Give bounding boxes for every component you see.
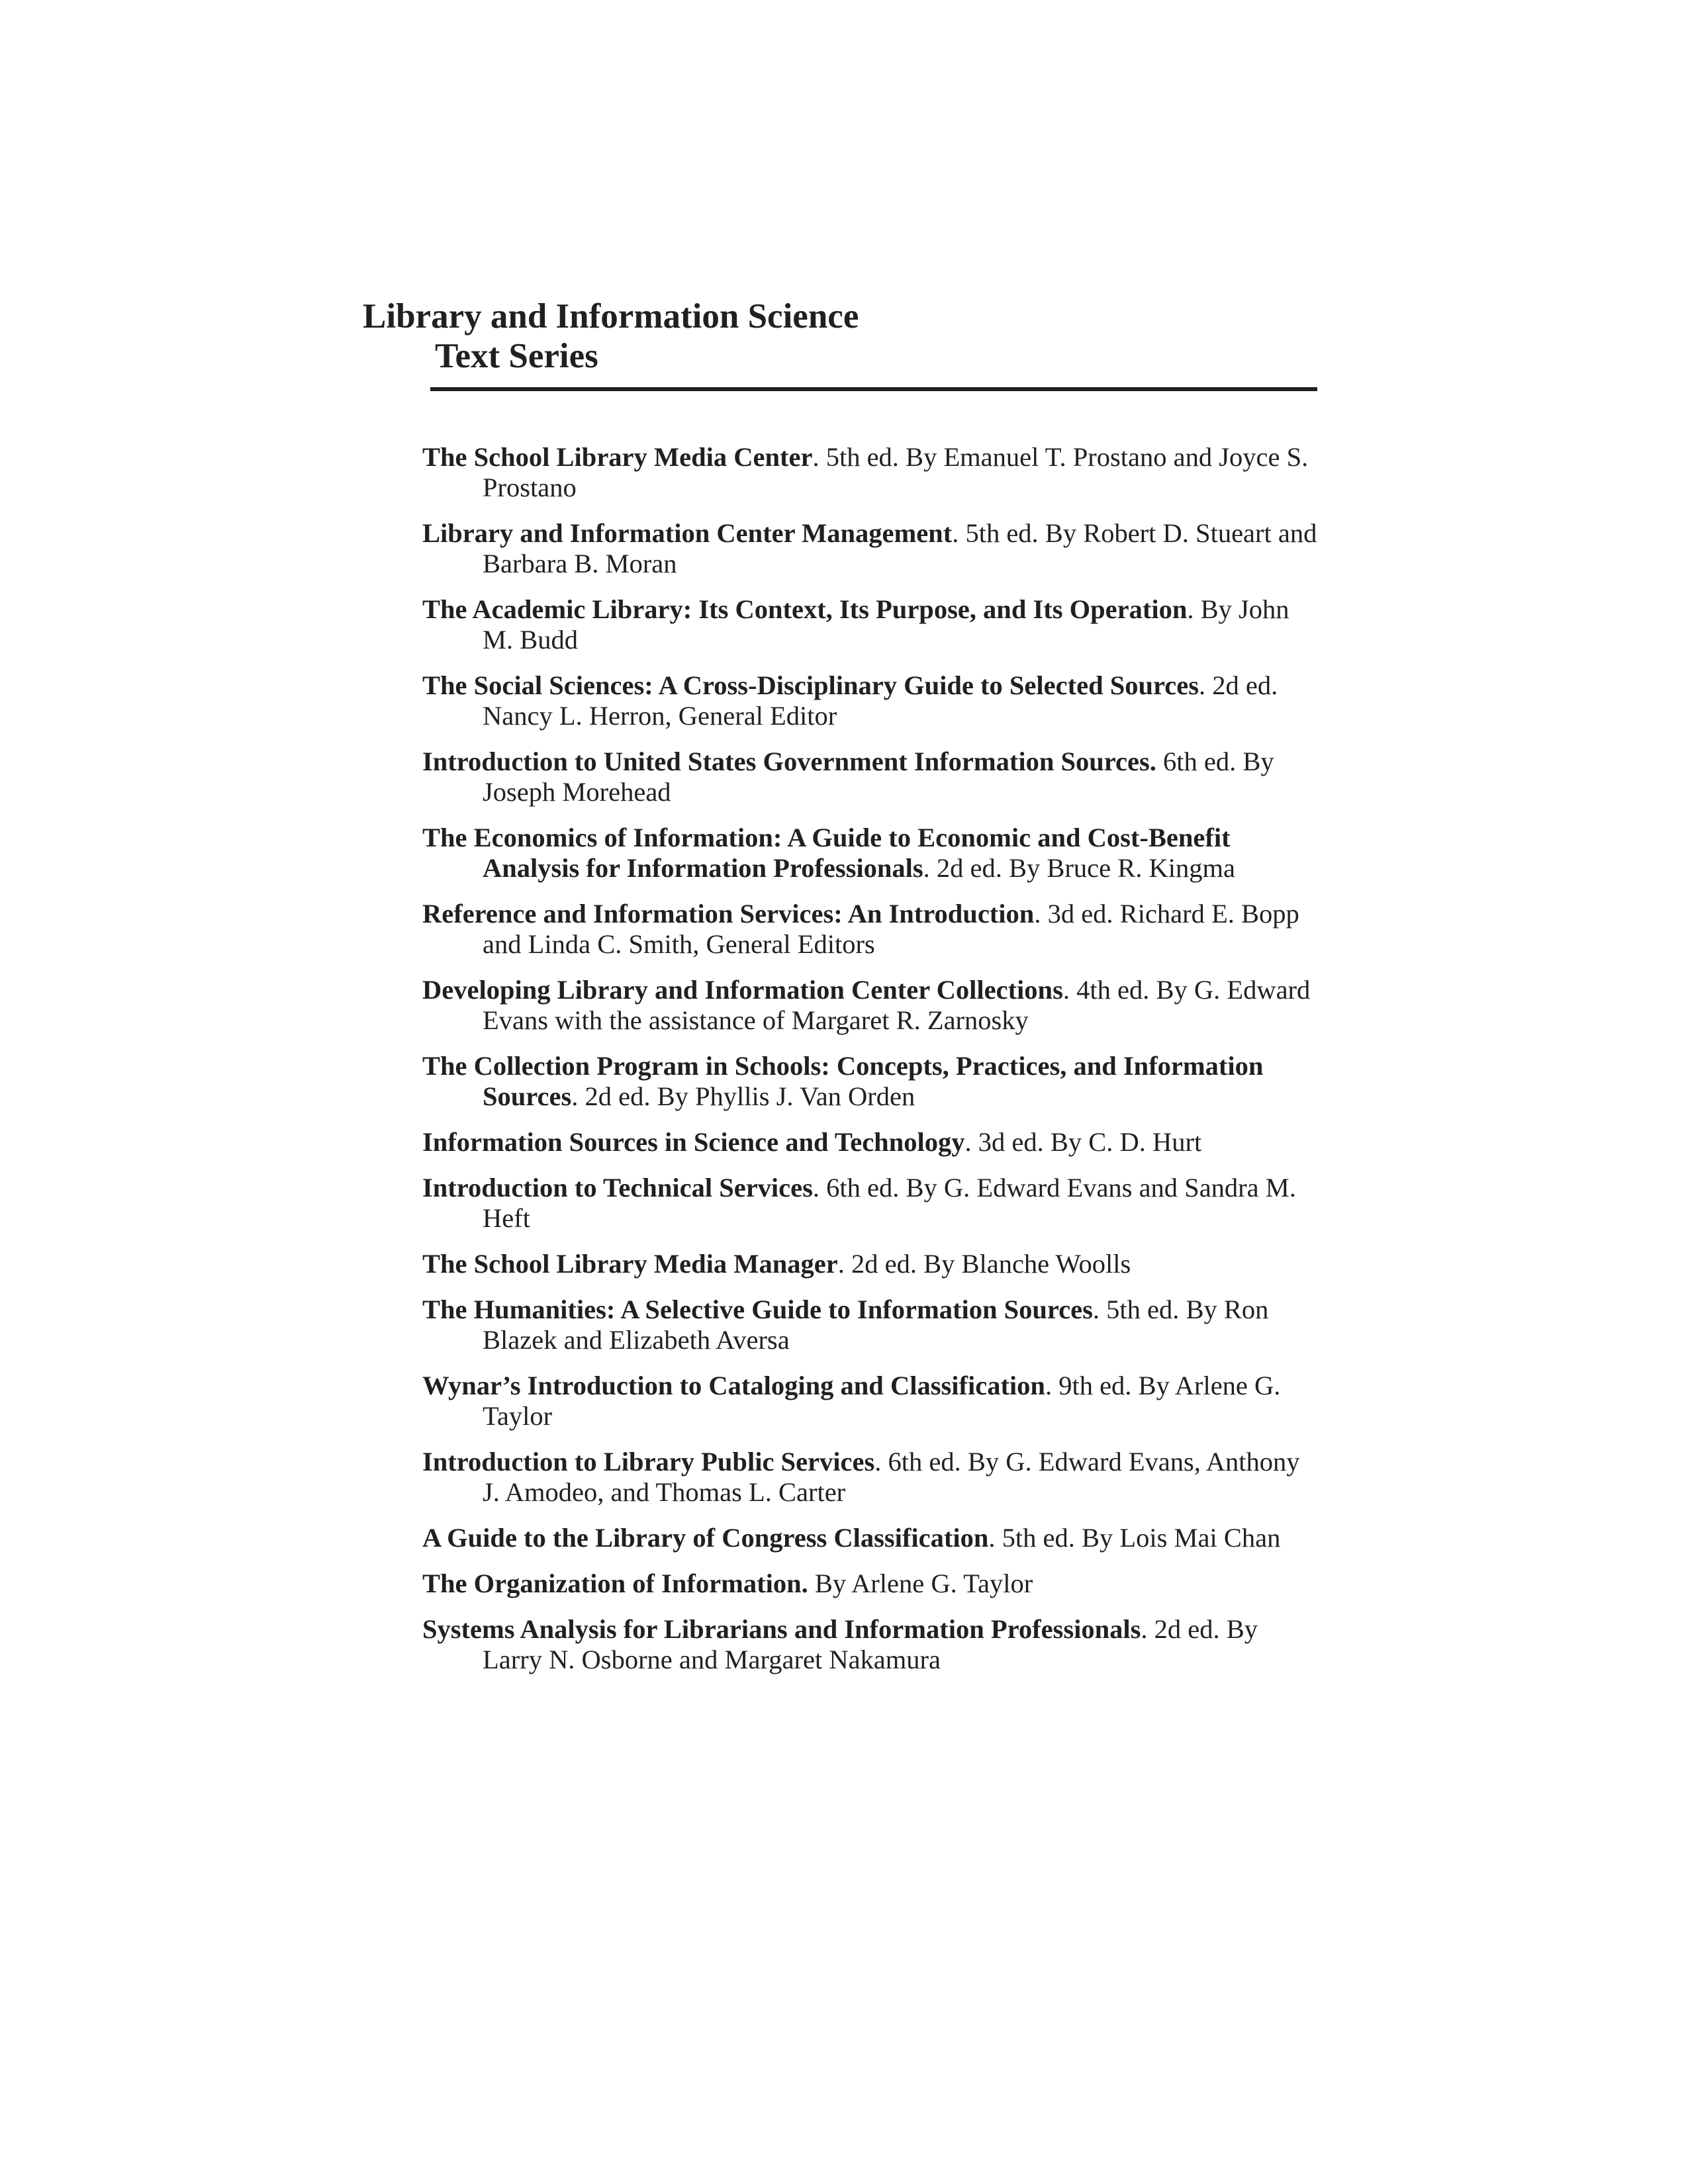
book-details: . 3d ed. Richard E. Bopp and Linda C. Smith, General Editors (483, 899, 1299, 959)
book-list (422, 442, 1317, 1690)
book-details: . 2d ed. By Bruce R. Kingma (923, 853, 1235, 883)
heading-rule (430, 387, 1317, 391)
book-details: . 2d ed. By Larry N. Osborne and Margaret Nakamura (483, 1614, 1258, 1674)
book-entry (422, 975, 1317, 1036)
book-title: The Social Sciences: A Cross-Disciplinary Guide to Selected Sources (422, 670, 1199, 700)
book-title: Introduction to Technical Services (422, 1173, 813, 1203)
book-details: . 5th ed. By Lois Mai Chan (988, 1523, 1281, 1553)
book-details: . 3d ed. By C. D. Hurt (964, 1127, 1202, 1157)
book-entry (422, 1614, 1317, 1675)
book-entry (422, 1523, 1317, 1553)
book-title: Library and Information Center Management (422, 518, 953, 548)
book-details: . 6th ed. By G. Edward Evans and Sandra M. Heft (483, 1173, 1296, 1233)
book-details: . 4th ed. By G. Edward Evans with the assistance of Margaret R. Zarnosky (483, 975, 1311, 1035)
book-details: By Arlene G. Taylor (808, 1569, 1033, 1598)
book-entry (422, 1249, 1317, 1279)
book-entry (422, 1447, 1317, 1508)
book-details: . 2d ed. By Phyllis J. Van Orden (571, 1081, 915, 1111)
book-entry (422, 670, 1317, 731)
series-title-line-1: Library and Information Science (363, 297, 859, 336)
book-title: The Academic Library: Its Context, Its Purpose, and Its Operation (422, 594, 1188, 624)
book-entry (422, 594, 1317, 655)
book-entry (422, 899, 1317, 960)
book-title: Information Sources in Science and Technology (422, 1127, 965, 1157)
book-details: . 2d ed. By Blanche Woolls (837, 1249, 1131, 1279)
book-details: . By John M. Budd (483, 594, 1289, 655)
series-title (363, 296, 1316, 376)
book-entry (422, 1127, 1317, 1158)
book-details: . 5th ed. By Emanuel T. Prostano and Joyce S. Prostano (483, 442, 1309, 502)
book-title: Wynar’s Introduction to Cataloging and Classification (422, 1371, 1045, 1400)
book-entry (422, 747, 1317, 807)
book-entry (422, 518, 1317, 579)
book-entry (422, 1371, 1317, 1432)
book-details: . 2d ed. Nancy L. Herron, General Editor (483, 670, 1278, 731)
book-entry (422, 823, 1317, 884)
book-details: . 5th ed. By Robert D. Stueart and Barbara B. Moran (483, 518, 1317, 578)
book-entry (422, 1569, 1317, 1599)
book-entry (422, 1295, 1317, 1355)
series-title-line-2: Text Series (435, 337, 598, 375)
book-title: The Economics of Information: A Guide to Economic and Cost-Benefit Analysis for Information Professionals (422, 823, 1231, 883)
book-details: . 5th ed. By Ron Blazek and Elizabeth Aversa (483, 1295, 1269, 1355)
series-heading (363, 296, 1316, 376)
book-entry (422, 1051, 1317, 1112)
book-title: Systems Analysis for Librarians and Information Professionals (422, 1614, 1141, 1644)
book-title: The School Library Media Manager (422, 1249, 838, 1279)
book-title: The Organization of Information. (422, 1569, 808, 1598)
book-title: The School Library Media Center (422, 442, 813, 472)
book-title: Introduction to United States Government Information Sources. (422, 747, 1156, 776)
book-title: The Humanities: A Selective Guide to Information Sources (422, 1295, 1093, 1324)
book-details: . 6th ed. By G. Edward Evans, Anthony J. Amodeo, and Thomas L. Carter (483, 1447, 1300, 1507)
book-title: The Collection Program in Schools: Concepts, Practices, and Information Sources (422, 1051, 1264, 1111)
book-details: . 9th ed. By Arlene G. Taylor (483, 1371, 1281, 1431)
book-title: Reference and Information Services: An Introduction (422, 899, 1035, 929)
book-title: A Guide to the Library of Congress Classification (422, 1523, 989, 1553)
book-title: Introduction to Library Public Services (422, 1447, 875, 1477)
book-details: 6th ed. By Joseph Morehead (483, 747, 1274, 807)
book-entry (422, 1173, 1317, 1234)
book-entry (422, 442, 1317, 503)
book-title: Developing Library and Information Center Collections (422, 975, 1063, 1005)
